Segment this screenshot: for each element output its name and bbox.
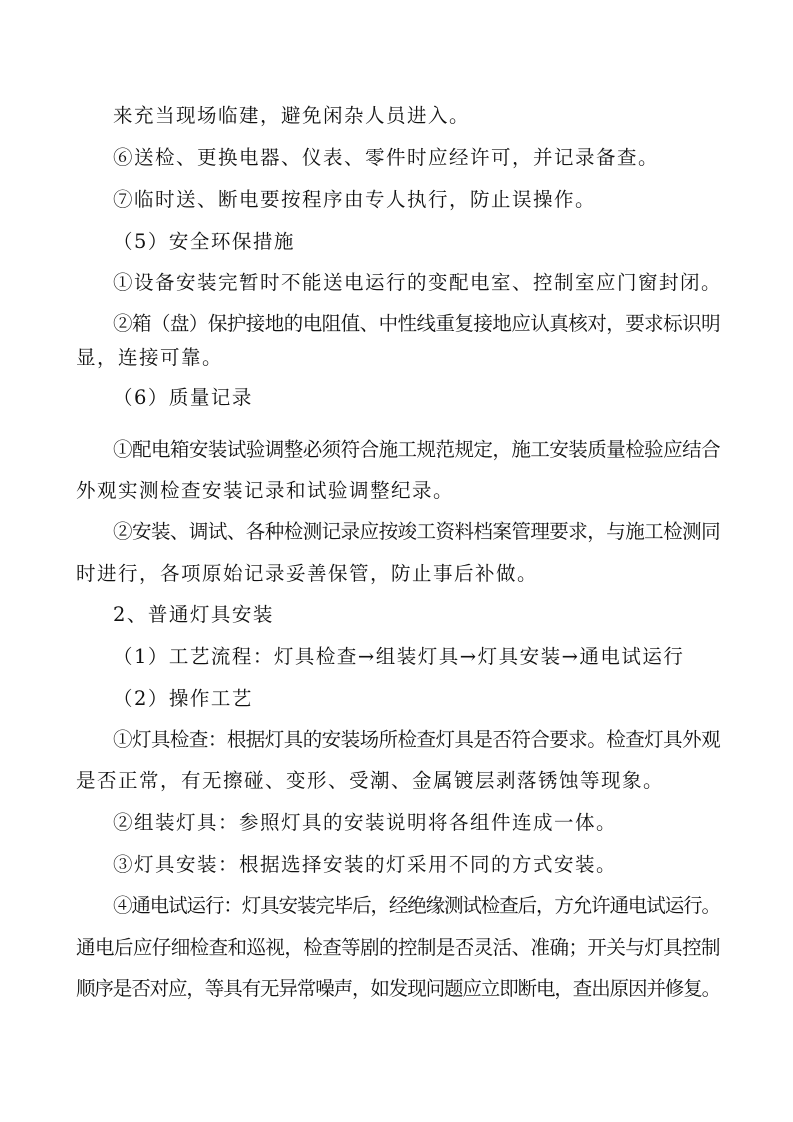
paragraph-line: 是否正常，有无擦碰、变形、受潮、金属镀层剥落锈蚀等现象。 (76, 769, 665, 792)
paragraph-line: ②箱（盘）保护接地的电阻值、中性线重复接地应认真核对，要求标识明 (113, 312, 721, 335)
paragraph-line: ④通电试运行：灯具安装完毕后，经绝缘测试检查后，方允许通电试运行。 (113, 894, 720, 917)
paragraph-line: 顺序是否对应，等具有无异常噪声，如发现问题应立即断电，查出原因并修复。 (76, 977, 721, 1000)
paragraph-line: 显，连接可靠。 (76, 346, 224, 369)
paragraph-line: 时进行，各项原始记录妥善保管，防止事后补做。 (76, 562, 539, 585)
paragraph-line: ⑦临时送、断电要按程序由专人执行，防止误操作。 (113, 188, 597, 211)
paragraph-line: ②安装、调试、各种检测记录应按竣工资料档案管理要求，与施工检测同 (113, 520, 721, 543)
section-heading: （5）安全环保措施 (113, 230, 295, 253)
paragraph-line: ①配电箱安装试验调整必须符合施工规范规定，施工安装质量检验应结合 (113, 438, 721, 461)
paragraph-line: 外观实测检查安装记录和试验调整纪录。 (76, 479, 455, 502)
paragraph-line: ①设备安装完暂时不能送电运行的变配电室、控制室应门窗封闭。 (113, 271, 723, 294)
paragraph-line: 通电后应仔细检查和巡视，检查等剧的控制是否灵活、准确；开关与灯具控制 (76, 936, 720, 959)
paragraph-line: （1）工艺流程：灯具检查→组装灯具→灯具安装→通电试运行 (113, 645, 685, 668)
section-heading: 2、普通灯具安装 (113, 603, 274, 626)
paragraph-line: ②组装灯具：参照灯具的安装说明将各组件连成一体。 (113, 811, 618, 834)
paragraph-line: ③灯具安装：根据选择安装的灯采用不同的方式安装。 (113, 853, 618, 876)
section-heading: （6）质量记录 (113, 386, 253, 409)
paragraph-line: ①灯具检查：根据灯具的安装场所检查灯具是否符合要求。检查灯具外观 (113, 728, 721, 751)
paragraph-line: ⑥送检、更换电器、仪表、零件时应经许可，并记录备查。 (113, 146, 660, 169)
section-heading: （2）操作工艺 (113, 687, 253, 710)
paragraph-line: 来充当现场临建，避免闲杂人员进入。 (113, 104, 471, 127)
